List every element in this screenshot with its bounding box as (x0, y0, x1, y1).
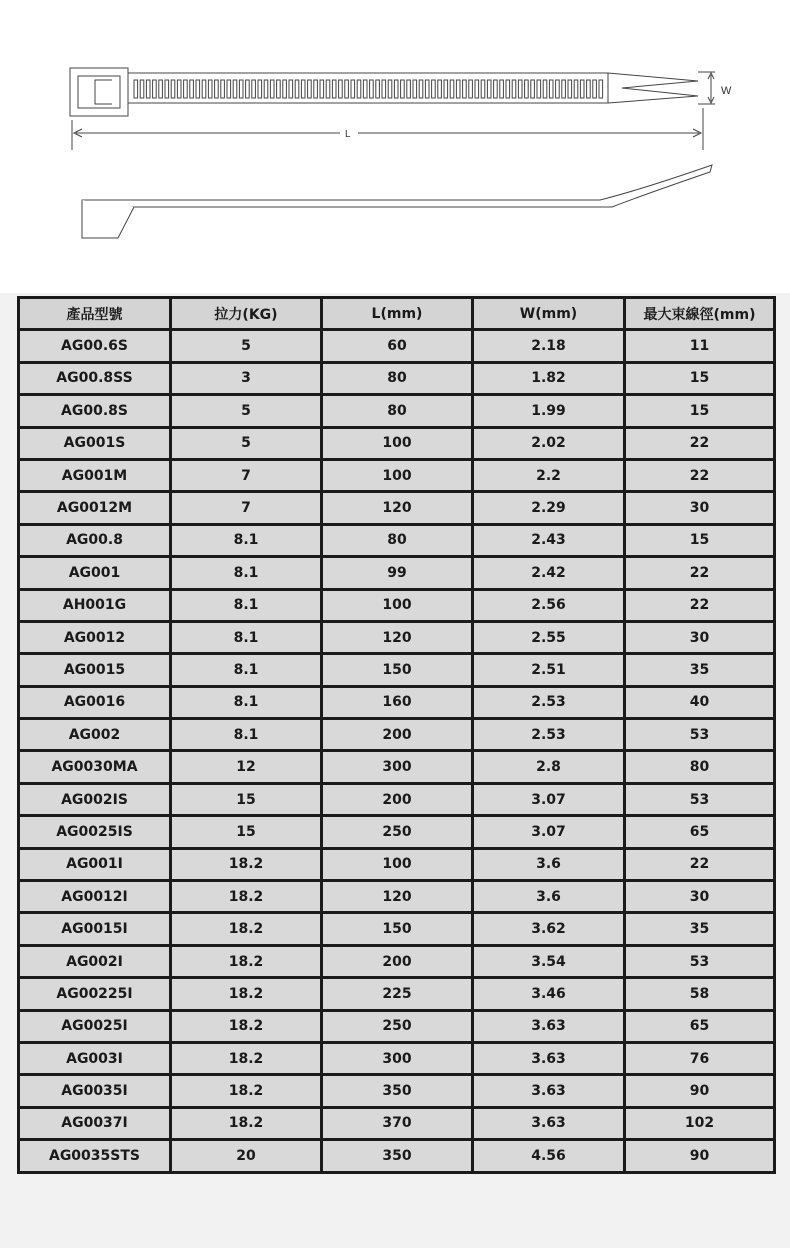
cell-width: 1.99 (473, 395, 625, 427)
cell-max-bundle: 53 (625, 783, 775, 815)
cell-tensile: 18.2 (171, 881, 322, 913)
cell-max-bundle: 80 (625, 751, 775, 783)
cell-tensile: 8.1 (171, 654, 322, 686)
l-label: L (345, 129, 351, 140)
cell-max-bundle: 30 (625, 881, 775, 913)
cell-model: AG0025I (19, 1010, 171, 1042)
tie-side-strap (82, 165, 712, 207)
cell-length: 60 (322, 330, 473, 362)
cell-length: 150 (322, 654, 473, 686)
table-row (19, 589, 775, 621)
header-model: 產品型號 (19, 298, 171, 330)
cell-width: 2.18 (473, 330, 625, 362)
cell-model: AG00.8SS (19, 362, 171, 394)
cell-model: AG002IS (19, 783, 171, 815)
cell-model: AG0012 (19, 621, 171, 653)
cell-width: 1.82 (473, 362, 625, 394)
cell-max-bundle: 35 (625, 654, 775, 686)
cell-width: 3.63 (473, 1042, 625, 1074)
cell-max-bundle: 40 (625, 686, 775, 718)
cell-length: 200 (322, 945, 473, 977)
cell-length: 120 (322, 492, 473, 524)
cell-length: 370 (322, 1107, 473, 1139)
cell-model: AG00.8S (19, 395, 171, 427)
cell-model: AG001 (19, 557, 171, 589)
cell-model: AG001I (19, 848, 171, 880)
cell-width: 2.53 (473, 686, 625, 718)
cell-model: AG0012I (19, 881, 171, 913)
cell-tensile: 18.2 (171, 1010, 322, 1042)
cell-tensile: 8.1 (171, 621, 322, 653)
table-row (19, 1140, 775, 1172)
cell-max-bundle: 102 (625, 1107, 775, 1139)
cell-max-bundle: 22 (625, 427, 775, 459)
cell-tensile: 5 (171, 330, 322, 362)
cable-tie-drawing (0, 0, 790, 270)
cell-tensile: 18.2 (171, 1107, 322, 1139)
cell-model: AG0012M (19, 492, 171, 524)
cell-max-bundle: 30 (625, 492, 775, 524)
table-header-row (19, 298, 775, 330)
cell-max-bundle: 22 (625, 557, 775, 589)
cell-tensile: 8.1 (171, 589, 322, 621)
cell-tensile: 18.2 (171, 1042, 322, 1074)
cell-tensile: 18.2 (171, 945, 322, 977)
table-row (19, 913, 775, 945)
cell-tensile: 18.2 (171, 978, 322, 1010)
cell-length: 120 (322, 621, 473, 653)
cell-width: 3.54 (473, 945, 625, 977)
table-row (19, 1010, 775, 1042)
cell-width: 4.56 (473, 1140, 625, 1172)
cell-width: 3.46 (473, 978, 625, 1010)
cell-tensile: 20 (171, 1140, 322, 1172)
cell-max-bundle: 15 (625, 395, 775, 427)
cell-model: AG0037I (19, 1107, 171, 1139)
header-length: L(mm) (322, 298, 473, 330)
cell-tensile: 18.2 (171, 848, 322, 880)
spec-table-panel (0, 293, 790, 1248)
cell-model: AG0035STS (19, 1140, 171, 1172)
cell-model: AG0035I (19, 1075, 171, 1107)
cell-max-bundle: 90 (625, 1075, 775, 1107)
cell-length: 100 (322, 459, 473, 491)
cell-length: 100 (322, 427, 473, 459)
cell-width: 3.6 (473, 848, 625, 880)
cell-width: 2.55 (473, 621, 625, 653)
cell-model: AG002I (19, 945, 171, 977)
tie-teeth (134, 80, 603, 98)
table-row (19, 978, 775, 1010)
cell-width: 3.63 (473, 1010, 625, 1042)
cell-tensile: 18.2 (171, 913, 322, 945)
cell-width: 2.43 (473, 524, 625, 556)
cell-tensile: 15 (171, 783, 322, 815)
cell-width: 3.62 (473, 913, 625, 945)
cell-width: 2.56 (473, 589, 625, 621)
table-row (19, 362, 775, 394)
table-row (19, 881, 775, 913)
table-row (19, 621, 775, 653)
table-row (19, 783, 775, 815)
cell-length: 250 (322, 816, 473, 848)
cell-length: 350 (322, 1140, 473, 1172)
table-row (19, 751, 775, 783)
table-row (19, 459, 775, 491)
cell-max-bundle: 11 (625, 330, 775, 362)
cell-width: 2.42 (473, 557, 625, 589)
cell-model: AG001S (19, 427, 171, 459)
cell-max-bundle: 22 (625, 459, 775, 491)
cell-model: AG0025IS (19, 816, 171, 848)
cell-width: 3.63 (473, 1075, 625, 1107)
cell-max-bundle: 65 (625, 816, 775, 848)
cell-width: 2.51 (473, 654, 625, 686)
cell-length: 80 (322, 524, 473, 556)
cell-length: 225 (322, 978, 473, 1010)
cell-tensile: 12 (171, 751, 322, 783)
cell-tensile: 8.1 (171, 686, 322, 718)
table-row (19, 945, 775, 977)
cell-width: 3.6 (473, 881, 625, 913)
cell-tensile: 15 (171, 816, 322, 848)
cell-length: 100 (322, 589, 473, 621)
cell-width: 3.63 (473, 1107, 625, 1139)
cell-width: 2.29 (473, 492, 625, 524)
cell-model: AG00225I (19, 978, 171, 1010)
cell-max-bundle: 65 (625, 1010, 775, 1042)
cell-max-bundle: 15 (625, 524, 775, 556)
cell-tensile: 18.2 (171, 1075, 322, 1107)
cell-max-bundle: 30 (625, 621, 775, 653)
table-body (19, 330, 775, 1172)
table-row (19, 492, 775, 524)
cell-max-bundle: 90 (625, 1140, 775, 1172)
table-row (19, 524, 775, 556)
cell-length: 300 (322, 751, 473, 783)
cell-length: 120 (322, 881, 473, 913)
cell-tensile: 5 (171, 427, 322, 459)
table-row (19, 1075, 775, 1107)
cell-tensile: 5 (171, 395, 322, 427)
cell-model: AG001M (19, 459, 171, 491)
cell-tensile: 7 (171, 459, 322, 491)
cell-max-bundle: 76 (625, 1042, 775, 1074)
w-label: W (721, 85, 732, 97)
table-row (19, 1042, 775, 1074)
header-max-bundle: 最大束線徑(mm) (625, 298, 775, 330)
cell-tensile: 8.1 (171, 719, 322, 751)
cell-width: 2.2 (473, 459, 625, 491)
cell-model: AG0015 (19, 654, 171, 686)
tie-head (70, 68, 128, 116)
cell-length: 150 (322, 913, 473, 945)
cell-width: 2.02 (473, 427, 625, 459)
cell-model: AG0016 (19, 686, 171, 718)
cable-tie-diagram (0, 0, 790, 270)
cell-width: 2.53 (473, 719, 625, 751)
cell-tensile: 8.1 (171, 557, 322, 589)
cell-model: AG0015I (19, 913, 171, 945)
cell-max-bundle: 35 (625, 913, 775, 945)
cell-width: 3.07 (473, 816, 625, 848)
cell-tensile: 7 (171, 492, 322, 524)
table-row (19, 557, 775, 589)
table-row (19, 395, 775, 427)
cell-max-bundle: 22 (625, 589, 775, 621)
cell-model: AG00.6S (19, 330, 171, 362)
spec-table (17, 296, 776, 1174)
table-row (19, 654, 775, 686)
cell-length: 160 (322, 686, 473, 718)
table-row (19, 427, 775, 459)
cell-width: 2.8 (473, 751, 625, 783)
cell-model: AH001G (19, 589, 171, 621)
cell-length: 80 (322, 395, 473, 427)
cell-length: 200 (322, 783, 473, 815)
cell-max-bundle: 58 (625, 978, 775, 1010)
table-row (19, 1107, 775, 1139)
cell-length: 80 (322, 362, 473, 394)
cell-model: AG00.8 (19, 524, 171, 556)
table-row (19, 686, 775, 718)
cell-length: 350 (322, 1075, 473, 1107)
cell-width: 3.07 (473, 783, 625, 815)
cell-max-bundle: 15 (625, 362, 775, 394)
table-row (19, 848, 775, 880)
cell-model: AG003I (19, 1042, 171, 1074)
table-row (19, 816, 775, 848)
cell-length: 300 (322, 1042, 473, 1074)
cell-max-bundle: 53 (625, 945, 775, 977)
cell-model: AG002 (19, 719, 171, 751)
cell-length: 99 (322, 557, 473, 589)
cell-length: 100 (322, 848, 473, 880)
cell-length: 200 (322, 719, 473, 751)
cell-tensile: 8.1 (171, 524, 322, 556)
cell-tensile: 3 (171, 362, 322, 394)
cell-model: AG0030MA (19, 751, 171, 783)
table-row (19, 330, 775, 362)
table-row (19, 719, 775, 751)
cell-length: 250 (322, 1010, 473, 1042)
header-width: W(mm) (473, 298, 625, 330)
cell-max-bundle: 53 (625, 719, 775, 751)
header-tensile: 拉力(KG) (171, 298, 322, 330)
tie-tip (608, 73, 698, 103)
cell-max-bundle: 22 (625, 848, 775, 880)
